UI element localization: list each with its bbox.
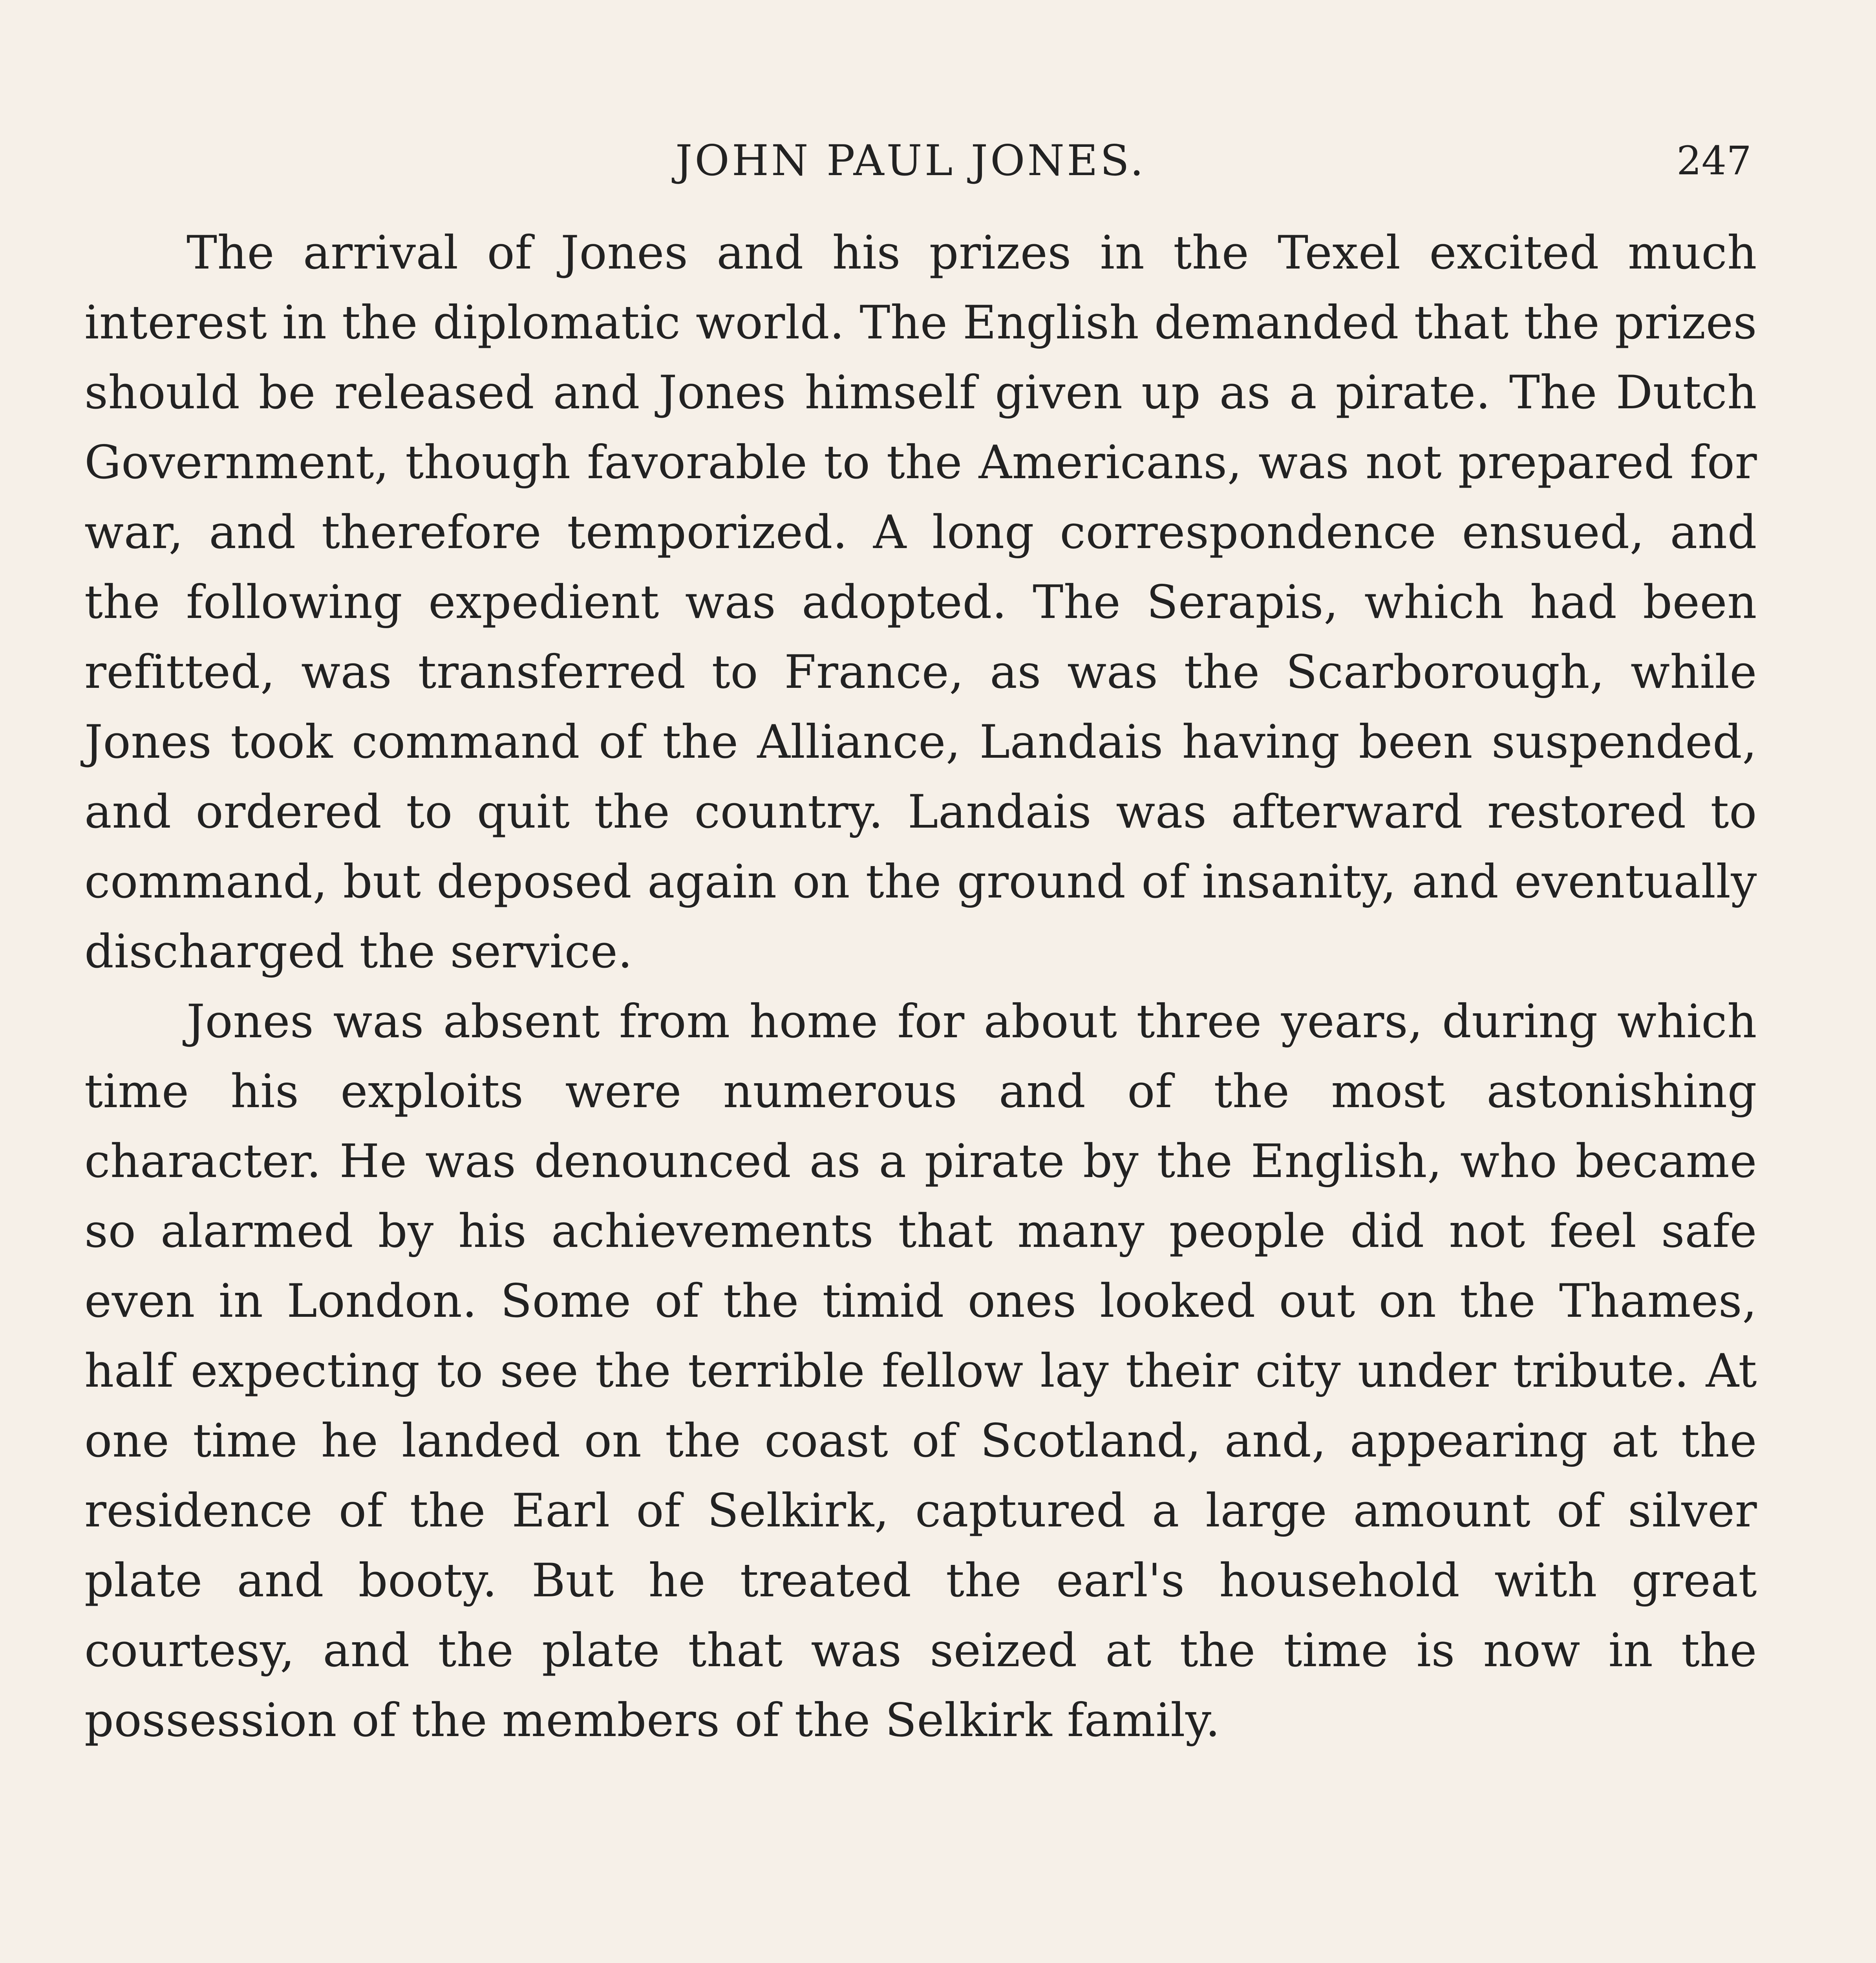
paragraph-2: Jones was absent from home for about three years, during which time his exploits were numerous and of the most astonishing character. He was denounced as a pirate by the English, who became so alarmed by his achievements that many people did not feel safe even in London. Some of the timid ones looked out on the Thames, half expecting to see the terrible fellow lay their city under tribute. At one time he landed on the coast of Scotland, and, appearing at the residence of the Earl of Selkirk, captured a large amount of silver plate and booty. But he treated the earl's household with great courtesy, and the plate that was seized at the time is now in the possession of the members of the Selkirk family. <box>84 994 1757 1747</box>
page-number: 247 <box>1677 138 1752 184</box>
body-text <box>84 218 1757 1755</box>
running-title: JOHN PAUL JONES. <box>675 136 1146 185</box>
running-head <box>0 137 1876 185</box>
paragraph-1: The arrival of Jones and his prizes in the Texel excited much interest in the diplomatic world. The English demanded that the prizes should be released and Jones himself given up as a pirate. The Dutch Government, though favorable to the Americans, was not prepared for war, and therefore temporized. A long correspondence ensued, and the following expedient was adopted. The Serapis, which had been refitted, was transferred to France, as was the Scarborough, while Jones took command of the Alliance, Landais having been suspended, and ordered to quit the country. Landais was afterward restored to command, but deposed again on the ground of insanity, and eventually discharged the service. <box>84 226 1757 978</box>
